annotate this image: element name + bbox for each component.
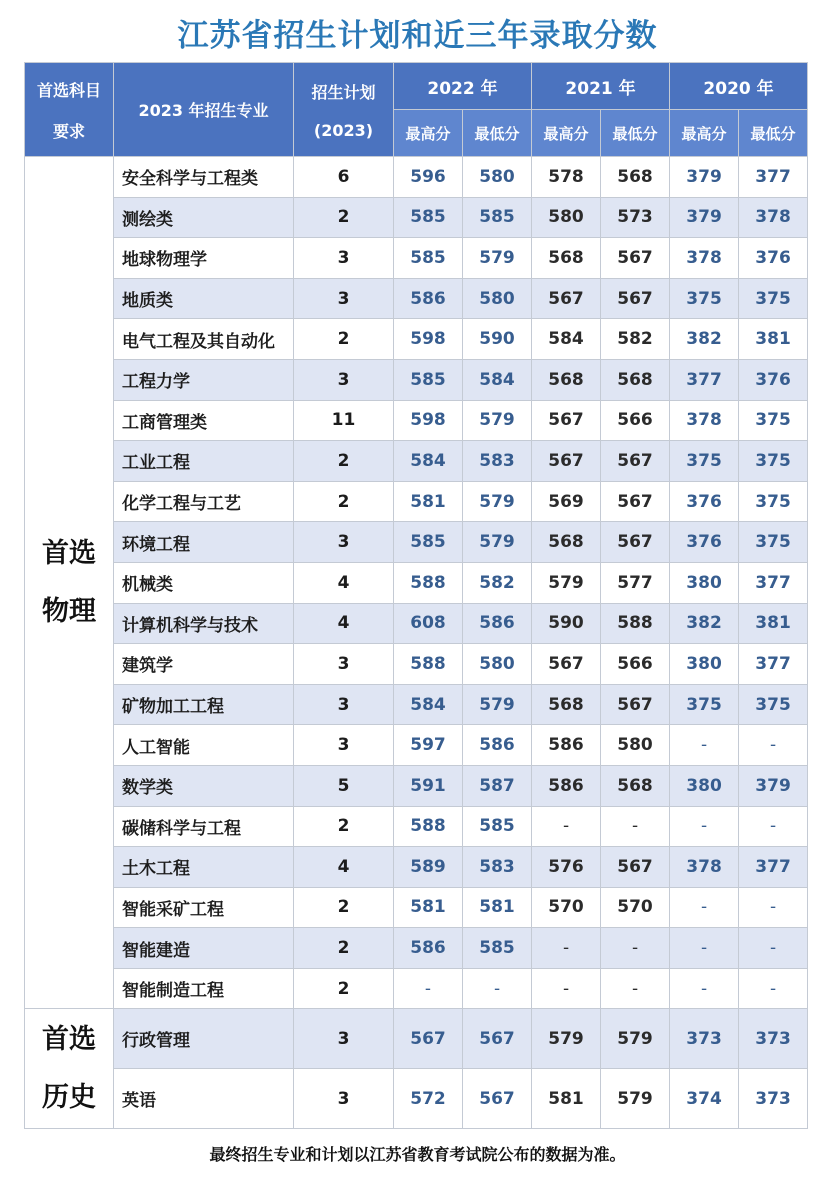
header-subject-requirement-line1: 首选科目 [36, 80, 101, 100]
major-cell: 数学类 [114, 765, 294, 806]
score-2022-min: 580 [463, 644, 532, 685]
subject-group-label-line2: 物理 [42, 595, 96, 627]
score-2022-min: 585 [463, 928, 532, 969]
major-cell: 碳储科学与工程 [114, 806, 294, 847]
footnote: 最终招生专业和计划以江苏省教育考试院公布的数据为准。 [209, 1145, 626, 1164]
score-2021-min: - [601, 806, 670, 847]
score-2021-max: 578 [532, 157, 601, 198]
score-2020-max: - [670, 887, 739, 928]
score-2021-min: 568 [601, 765, 670, 806]
score-2022-max: 589 [394, 847, 463, 888]
table-row [25, 400, 808, 441]
score-2022-max: 567 [394, 1009, 463, 1069]
score-2020-max: 378 [670, 400, 739, 441]
score-2022-max: 584 [394, 441, 463, 482]
score-2021-max: 569 [532, 481, 601, 522]
table-row [25, 1009, 808, 1069]
score-2021-min: 566 [601, 400, 670, 441]
score-2021-max: 568 [532, 238, 601, 279]
header-subject-requirement-line2: 要求 [52, 121, 85, 141]
score-2020-min: 375 [739, 278, 808, 319]
score-2020-max: - [670, 725, 739, 766]
score-2022-max: 581 [394, 887, 463, 928]
score-2021-max: 568 [532, 359, 601, 400]
score-2021-min: 568 [601, 359, 670, 400]
score-2020-max: 380 [670, 562, 739, 603]
major-cell: 矿物加工工程 [114, 684, 294, 725]
score-2021-min: 567 [601, 441, 670, 482]
major-cell: 工业工程 [114, 441, 294, 482]
score-2022-max: 596 [394, 157, 463, 198]
score-2022-min: 587 [463, 765, 532, 806]
score-2022-max: 581 [394, 481, 463, 522]
plan-cell: 2 [294, 441, 394, 482]
score-2021-max: 590 [532, 603, 601, 644]
score-2020-min: 377 [739, 562, 808, 603]
score-2020-max: - [670, 928, 739, 969]
header-plan-line2: (2023) [313, 120, 374, 140]
header-plan [294, 63, 394, 157]
score-2021-min: 577 [601, 562, 670, 603]
major-cell: 电气工程及其自动化 [114, 319, 294, 360]
score-2020-max: 380 [670, 765, 739, 806]
plan-cell: 3 [294, 1069, 394, 1129]
major-cell: 地质类 [114, 278, 294, 319]
score-2022-min: 579 [463, 238, 532, 279]
score-2021-max: 568 [532, 684, 601, 725]
score-2022-max: 585 [394, 522, 463, 563]
table-row [25, 684, 808, 725]
plan-cell: 3 [294, 278, 394, 319]
score-2020-max: 380 [670, 644, 739, 685]
plan-cell: 2 [294, 197, 394, 238]
score-2020-max: 382 [670, 319, 739, 360]
score-2020-max: 373 [670, 1009, 739, 1069]
score-2021-max: 586 [532, 765, 601, 806]
major-cell: 建筑学 [114, 644, 294, 685]
score-2022-min: 580 [463, 157, 532, 198]
score-2022-max: 586 [394, 928, 463, 969]
score-2021-max: 579 [532, 1009, 601, 1069]
table-row [25, 319, 808, 360]
major-cell: 英语 [114, 1069, 294, 1129]
score-2021-min: 582 [601, 319, 670, 360]
score-2021-min: 566 [601, 644, 670, 685]
table-row [25, 806, 808, 847]
major-cell: 计算机科学与技术 [114, 603, 294, 644]
table-row [25, 278, 808, 319]
subject-group-label-line1: 首选 [42, 1023, 96, 1055]
score-2021-max: 584 [532, 319, 601, 360]
header-major: 2023 年招生专业 [114, 63, 294, 157]
score-2022-min: 579 [463, 684, 532, 725]
plan-cell: 2 [294, 887, 394, 928]
table-row [25, 359, 808, 400]
score-2022-max: 588 [394, 562, 463, 603]
header-2020-max: 最高分 [670, 110, 739, 157]
score-2020-max: 379 [670, 197, 739, 238]
score-2020-min: 376 [739, 359, 808, 400]
major-cell: 工程力学 [114, 359, 294, 400]
major-cell: 人工智能 [114, 725, 294, 766]
plan-cell: 3 [294, 522, 394, 563]
score-2020-max: 378 [670, 238, 739, 279]
score-2020-min: - [739, 928, 808, 969]
major-cell: 土木工程 [114, 847, 294, 888]
score-2021-min: - [601, 968, 670, 1009]
score-2020-max: 376 [670, 522, 739, 563]
score-2020-max: 378 [670, 847, 739, 888]
plan-cell: 2 [294, 928, 394, 969]
score-2022-max: 588 [394, 806, 463, 847]
score-2021-max: - [532, 928, 601, 969]
plan-cell: 4 [294, 847, 394, 888]
score-2021-max: - [532, 806, 601, 847]
score-2021-min: 568 [601, 157, 670, 198]
table-body [25, 157, 808, 1129]
plan-cell: 4 [294, 562, 394, 603]
score-2021-max: 580 [532, 197, 601, 238]
major-cell: 工商管理类 [114, 400, 294, 441]
score-2020-max: 379 [670, 157, 739, 198]
score-2020-min: 373 [739, 1009, 808, 1069]
score-2021-max: 579 [532, 562, 601, 603]
table-row [25, 765, 808, 806]
score-2022-max: - [394, 968, 463, 1009]
score-2020-min: 375 [739, 522, 808, 563]
header-subject-requirement [25, 63, 114, 157]
subject-group-cell [25, 157, 114, 1009]
score-2021-max: 568 [532, 522, 601, 563]
score-2021-min: 567 [601, 684, 670, 725]
table-row [25, 157, 808, 198]
table-row [25, 603, 808, 644]
score-2020-min: 376 [739, 238, 808, 279]
score-2020-max: 375 [670, 278, 739, 319]
subject-group-label-line1: 首选 [42, 537, 96, 569]
table-row [25, 562, 808, 603]
score-2022-min: 579 [463, 481, 532, 522]
score-2021-min: 567 [601, 847, 670, 888]
header-2021-min: 最低分 [601, 110, 670, 157]
plan-cell: 3 [294, 725, 394, 766]
score-2022-max: 598 [394, 400, 463, 441]
score-2020-min: 373 [739, 1069, 808, 1129]
score-2022-min: 567 [463, 1069, 532, 1129]
plan-cell: 3 [294, 359, 394, 400]
score-2021-max: 581 [532, 1069, 601, 1129]
score-2022-max: 598 [394, 319, 463, 360]
table-row [25, 968, 808, 1009]
score-2020-max: 375 [670, 441, 739, 482]
major-cell: 安全科学与工程类 [114, 157, 294, 198]
page-title: 江苏省招生计划和近三年录取分数 [177, 18, 658, 54]
score-2021-min: 579 [601, 1009, 670, 1069]
score-2021-max: 570 [532, 887, 601, 928]
score-2020-max: 382 [670, 603, 739, 644]
score-2022-min: - [463, 968, 532, 1009]
score-2022-min: 583 [463, 847, 532, 888]
score-2021-min: 588 [601, 603, 670, 644]
major-cell: 智能采矿工程 [114, 887, 294, 928]
table-row [25, 238, 808, 279]
score-2020-min: - [739, 968, 808, 1009]
plan-cell: 2 [294, 806, 394, 847]
score-2022-max: 608 [394, 603, 463, 644]
plan-cell: 2 [294, 968, 394, 1009]
score-2020-max: 374 [670, 1069, 739, 1129]
header-plan-line1: 招生计划 [311, 82, 376, 102]
major-cell: 地球物理学 [114, 238, 294, 279]
score-2020-min: - [739, 725, 808, 766]
score-2020-min: 378 [739, 197, 808, 238]
header-year-2021: 2021 年 [532, 63, 670, 110]
score-2022-min: 579 [463, 400, 532, 441]
score-2021-min: 567 [601, 481, 670, 522]
score-2022-min: 579 [463, 522, 532, 563]
score-2020-min: 377 [739, 644, 808, 685]
header-year-2022: 2022 年 [394, 63, 532, 110]
score-2022-max: 572 [394, 1069, 463, 1129]
table-header [25, 63, 808, 157]
score-2021-min: - [601, 928, 670, 969]
score-2020-min: 377 [739, 847, 808, 888]
header-year-2020: 2020 年 [670, 63, 808, 110]
score-2021-max: 586 [532, 725, 601, 766]
score-2021-min: 567 [601, 278, 670, 319]
score-2022-min: 590 [463, 319, 532, 360]
table-row [25, 847, 808, 888]
table-row [25, 725, 808, 766]
plan-cell: 3 [294, 684, 394, 725]
score-2021-min: 579 [601, 1069, 670, 1129]
major-cell: 智能建造 [114, 928, 294, 969]
major-cell: 环境工程 [114, 522, 294, 563]
score-2022-max: 585 [394, 359, 463, 400]
plan-cell: 5 [294, 765, 394, 806]
score-2021-min: 567 [601, 238, 670, 279]
table-row [25, 887, 808, 928]
score-2020-min: - [739, 806, 808, 847]
score-2021-min: 570 [601, 887, 670, 928]
score-2022-min: 580 [463, 278, 532, 319]
score-2022-max: 588 [394, 644, 463, 685]
plan-cell: 2 [294, 319, 394, 360]
table-row [25, 441, 808, 482]
score-2022-min: 567 [463, 1009, 532, 1069]
major-cell: 行政管理 [114, 1009, 294, 1069]
score-2022-max: 586 [394, 278, 463, 319]
plan-cell: 3 [294, 1009, 394, 1069]
score-2022-max: 591 [394, 765, 463, 806]
score-2021-min: 573 [601, 197, 670, 238]
plan-cell: 4 [294, 603, 394, 644]
header-2022-max: 最高分 [394, 110, 463, 157]
score-2020-max: - [670, 806, 739, 847]
score-2020-min: 375 [739, 684, 808, 725]
score-2021-max: - [532, 968, 601, 1009]
score-2020-min: 377 [739, 157, 808, 198]
plan-cell: 6 [294, 157, 394, 198]
score-2022-min: 585 [463, 197, 532, 238]
score-2022-min: 586 [463, 725, 532, 766]
score-2022-max: 584 [394, 684, 463, 725]
major-cell: 测绘类 [114, 197, 294, 238]
score-2021-max: 567 [532, 441, 601, 482]
plan-cell: 3 [294, 644, 394, 685]
score-2022-min: 586 [463, 603, 532, 644]
table-row [25, 928, 808, 969]
plan-cell: 11 [294, 400, 394, 441]
major-cell: 智能制造工程 [114, 968, 294, 1009]
plan-cell: 3 [294, 238, 394, 279]
table-row [25, 197, 808, 238]
score-2020-max: 377 [670, 359, 739, 400]
score-2021-max: 567 [532, 644, 601, 685]
score-2020-min: 375 [739, 441, 808, 482]
score-2022-min: 584 [463, 359, 532, 400]
table-row [25, 1069, 808, 1129]
major-cell: 化学工程与工艺 [114, 481, 294, 522]
score-2020-min: 375 [739, 400, 808, 441]
plan-cell: 2 [294, 481, 394, 522]
score-2021-max: 567 [532, 278, 601, 319]
score-2021-max: 576 [532, 847, 601, 888]
score-2020-min: 375 [739, 481, 808, 522]
score-2020-max: 375 [670, 684, 739, 725]
score-2020-min: 379 [739, 765, 808, 806]
score-2020-min: - [739, 887, 808, 928]
major-cell: 机械类 [114, 562, 294, 603]
table-row [25, 522, 808, 563]
admission-table [24, 62, 808, 1129]
subject-group-cell [25, 1009, 114, 1129]
score-2022-min: 581 [463, 887, 532, 928]
score-2022-max: 585 [394, 197, 463, 238]
score-2021-min: 580 [601, 725, 670, 766]
header-2020-min: 最低分 [739, 110, 808, 157]
score-2022-min: 585 [463, 806, 532, 847]
score-2020-min: 381 [739, 603, 808, 644]
score-2020-min: 381 [739, 319, 808, 360]
score-2022-max: 585 [394, 238, 463, 279]
table-row [25, 644, 808, 685]
header-2021-max: 最高分 [532, 110, 601, 157]
subject-group-label-line2: 历史 [42, 1081, 96, 1113]
table-row [25, 481, 808, 522]
score-2021-min: 567 [601, 522, 670, 563]
score-2020-max: 376 [670, 481, 739, 522]
header-2022-min: 最低分 [463, 110, 532, 157]
score-2022-max: 597 [394, 725, 463, 766]
score-2022-min: 583 [463, 441, 532, 482]
score-2022-min: 582 [463, 562, 532, 603]
score-2021-max: 567 [532, 400, 601, 441]
score-2020-max: - [670, 968, 739, 1009]
